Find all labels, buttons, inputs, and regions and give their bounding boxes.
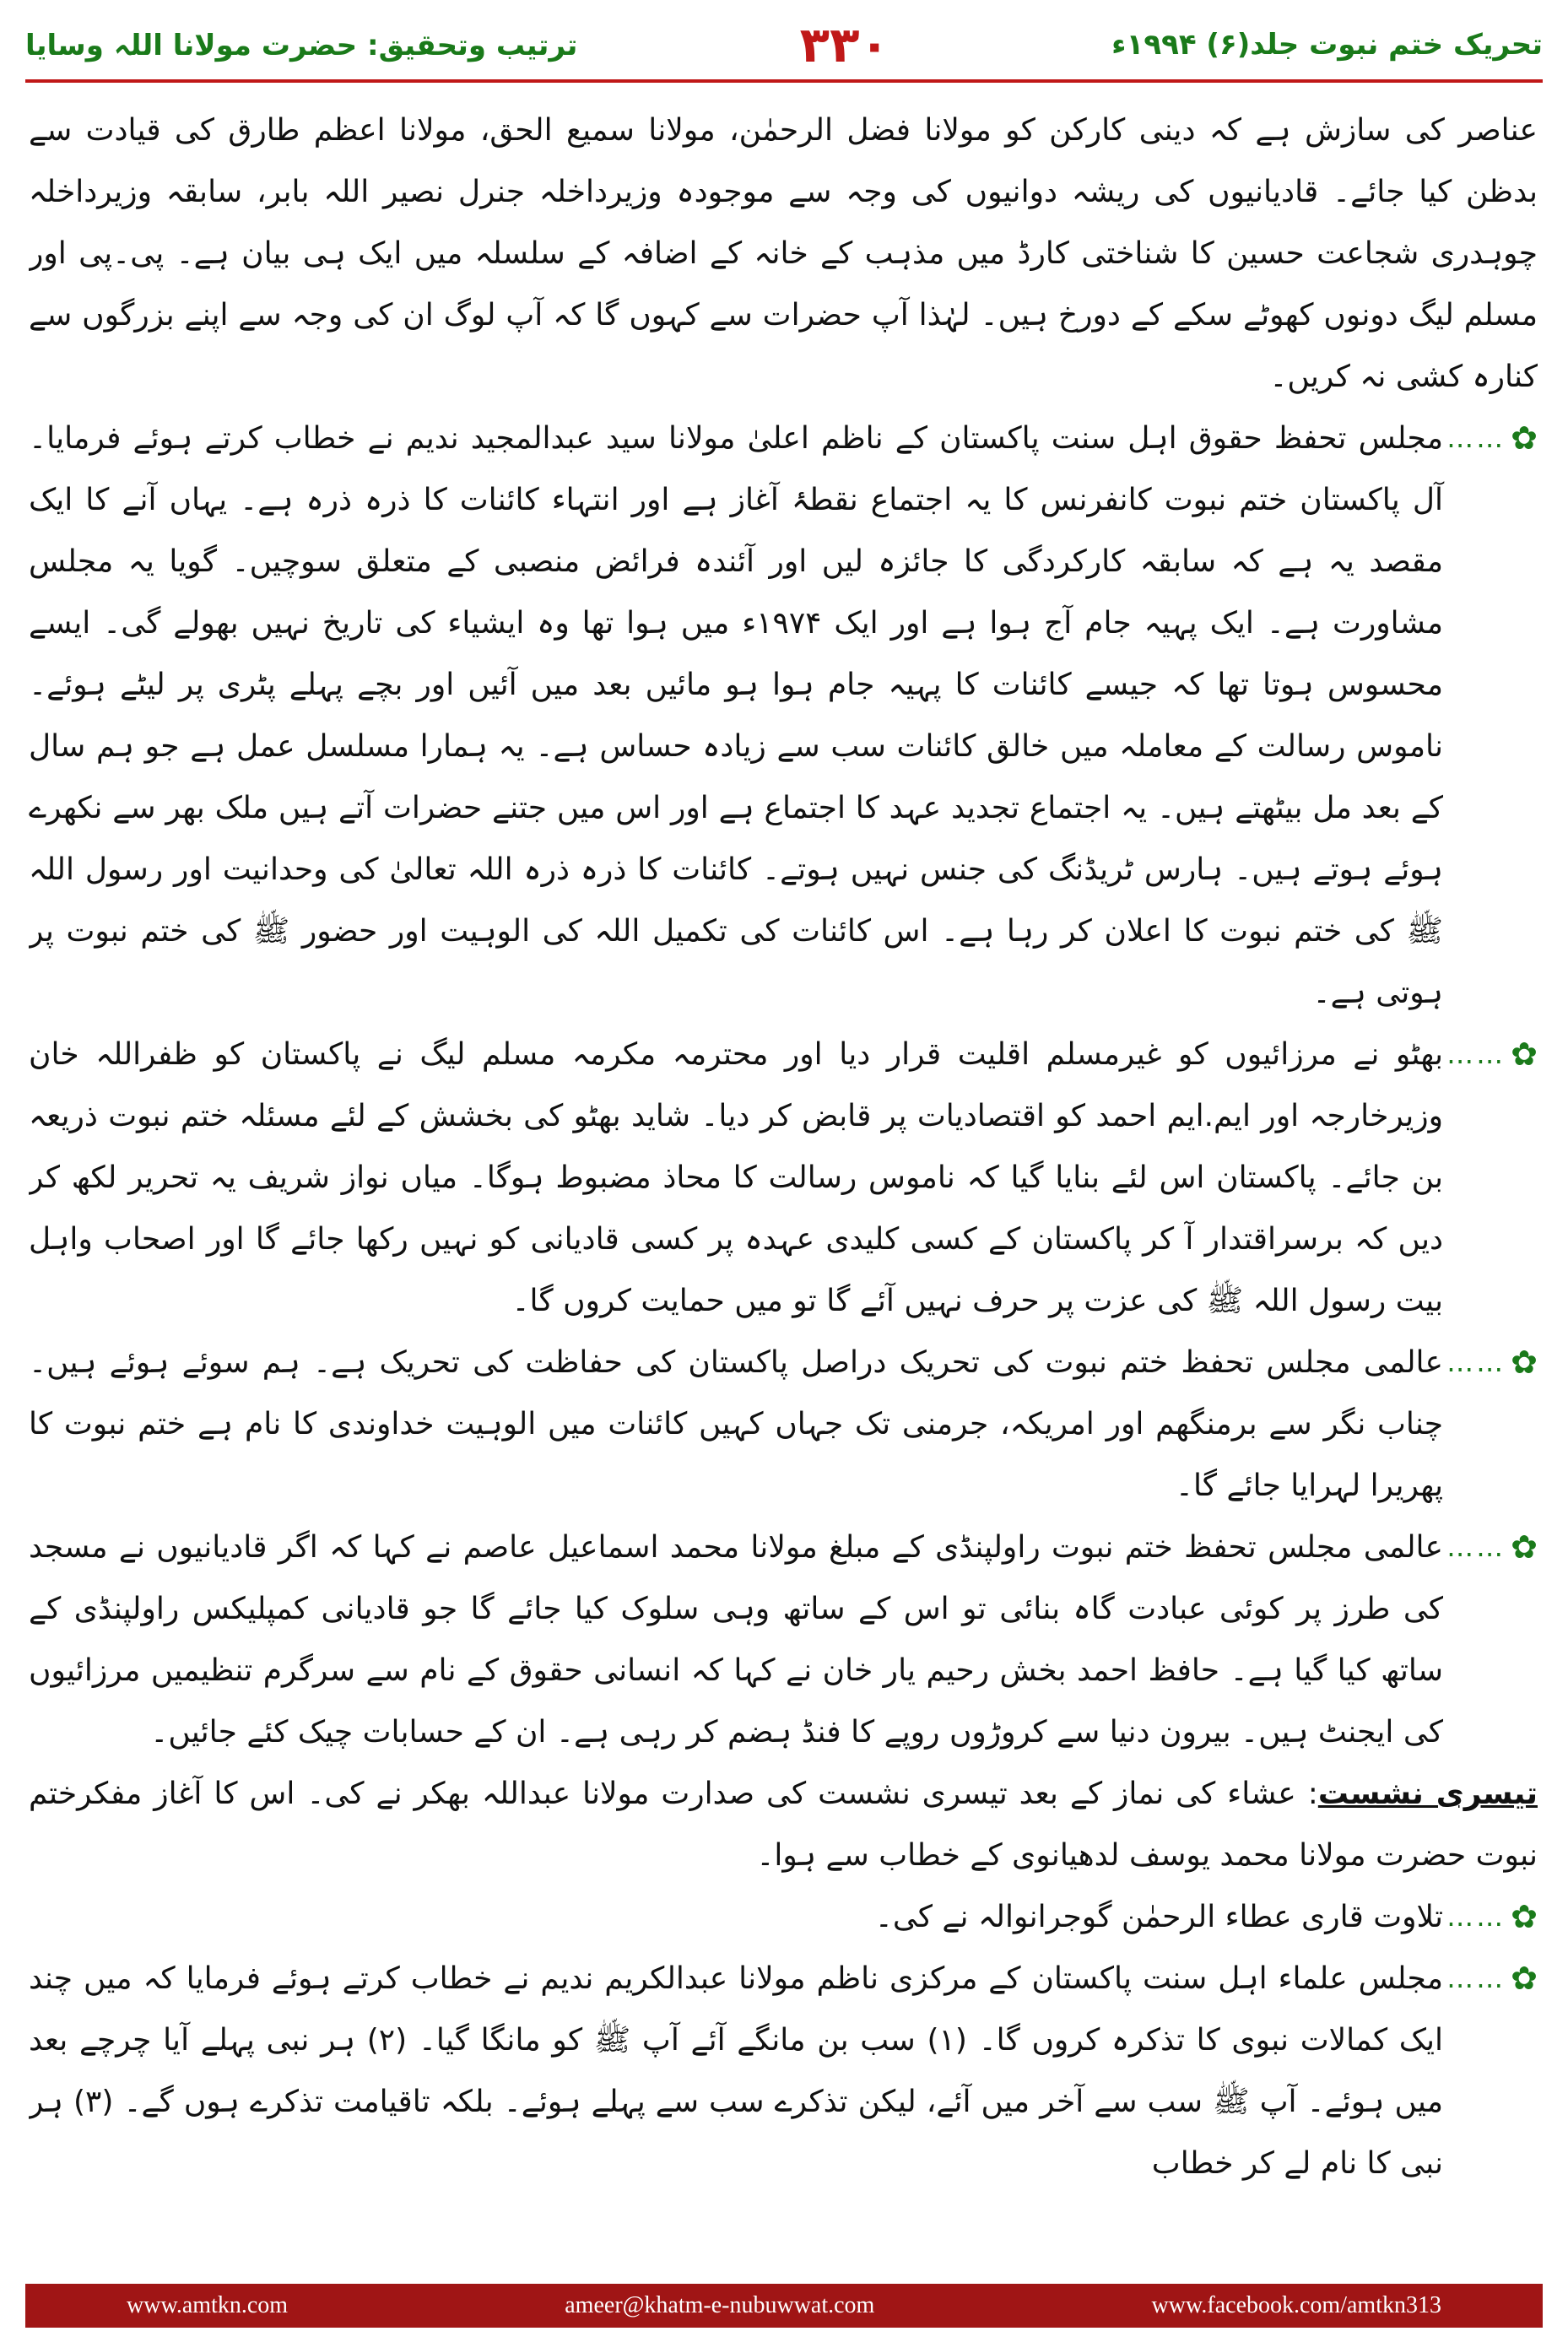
- page-number: ۳۳۰: [799, 16, 889, 73]
- dots-leader: ……: [1446, 1901, 1506, 1933]
- bullet-marker: [1446, 1332, 1538, 1393]
- flower-icon: ✿: [1511, 1036, 1538, 1073]
- bullet-marker: [1446, 1886, 1538, 1948]
- website-link[interactable]: www.amtkn.com: [127, 2292, 289, 2318]
- dots-leader: ……: [1446, 1346, 1506, 1378]
- page-footer: [25, 2284, 1543, 2328]
- section-text: : عشاء کی نماز کے بعد تیسری نشست کی صدارت مولانا عبداللہ بھکر نے کی۔ اس کا آغاز مفکرختم نبوت حضرت مولانا محمد یوسف لدھیانوی کے خطاب سے ہوا۔: [29, 1777, 1538, 1873]
- bullet-marker: [1446, 408, 1538, 469]
- flower-icon: ✿: [1511, 419, 1538, 457]
- bullet-paragraph: [29, 1886, 1538, 1948]
- bullet-paragraph: [29, 1024, 1538, 1332]
- page-header: [25, 15, 1543, 74]
- flower-icon: ✿: [1511, 1898, 1538, 1935]
- dots-leader: ……: [1446, 1962, 1506, 1994]
- paragraph: عناصر کی سازش ہے کہ دینی کارکن کو مولانا فضل الرحمٰن، مولانا سمیع الحق، مولانا اعظم طارق کی قیادت سے بدظن کیا جائے۔ قادیانیوں کی ریشہ دوانیوں کی وجہ سے موجودہ وزیرداخلہ جنرل نصیر اللہ بابر، سابقہ وزیرداخلہ چوہدری شجاعت حسین کا شناختی کارڈ میں مذہب کے خانہ کے اضافہ کے سلسلہ میں ایک ہی بیان ہے۔ پی۔پی اور مسلم لیگ دونوں کھوٹے سکے کے دورخ ہیں۔ لہٰذا آپ حضرات سے کہوں گا کہ آپ لوگ ان کی وجہ سے اپنے بزرگوں سے کنارہ کشی نہ کریں۔: [29, 113, 1538, 394]
- paragraph-text: تلاوت قاری عطاء الرحمٰن گوجرانوالہ نے کی۔: [874, 1900, 1443, 1934]
- email-link[interactable]: ameer@khatm-e-nubuwwat.com: [565, 2292, 875, 2318]
- flower-icon: ✿: [1511, 1528, 1538, 1566]
- section-heading: تیسری نشست: [1317, 1777, 1538, 1811]
- compiler-credit: ترتیب وتحقیق: حضرت مولانا اللہ وسایا: [25, 28, 578, 62]
- book-title: تحریک ختم نبوت جلد(۶) ۱۹۹۴ء: [1111, 28, 1543, 62]
- flower-icon: ✿: [1511, 1960, 1538, 1997]
- page-body: [29, 100, 1538, 2256]
- header-divider: [25, 79, 1543, 83]
- flower-icon: ✿: [1511, 1344, 1538, 1381]
- paragraph-text: عالمی مجلس تحفظ ختم نبوت کی تحریک دراصل پاکستان کی حفاظت کی تحریک ہے۔ ہم سوئے ہوئے ہیں۔ چناب نگر سے برمنگھم اور امریکہ، جرمنی تک جہاں کہیں کائنات میں الوہیت خداوندی کا نام ہے ختم نبوت کا پھریرا لہرایا جائے گا۔: [29, 1345, 1443, 1503]
- paragraph-text: مجلس تحفظ حقوق اہل سنت پاکستان کے ناظم اعلیٰ مولانا سید عبدالمجید ندیم نے خطاب کرتے ہوئے فرمایا۔ آل پاکستان ختم نبوت کانفرنس کا یہ اجتماع نقطۂ آغاز ہے اور انتہاء کائنات کا ذرہ ذرہ ہے۔ یہاں آنے کا ایک مقصد یہ ہے کہ سابقہ کارکردگی کا جائزہ لیں اور آئندہ فرائض منصبی کے متعلق سوچیں۔ گویا یہ مجلس مشاورت ہے۔ ایک پہیہ جام آج ہوا ہے اور ایک ۱۹۷۴ء میں ہوا تھا وہ ایشیاء کی تاریخ نہیں بھولے گی۔ ایسے محسوس ہوتا تھا کہ جیسے کائنات کا پہیہ جام ہوا ہو مائیں بعد میں آئیں اور بچے پہلے پٹری پر لیٹے ہوئے۔ ناموس رسالت کے معاملہ میں خالق کائنات سب سے زیادہ حساس ہے۔ یہ ہمارا مسلسل عمل ہے جو ہم سال کے بعد مل بیٹھتے ہیں۔ یہ اجتماع تجدید عہد کا اجتماع ہے اور اس میں جتنے حضرات آتے ہیں ملک بھر سے نکھرے ہوئے ہوتے ہیں۔ ہارس ٹریڈنگ کی جنس نہیں ہوتے۔ کائنات کا ذرہ ذرہ اللہ تعالیٰ کی وحدانیت اور رسول اللہ ﷺ کی ختم نبوت کا اعلان کر رہا ہے۔ اس کائنات کی تکمیل اللہ کی الوہیت اور حضور ﷺ کی ختم نبوت پر ہوتی ہے۔: [29, 421, 1444, 1010]
- paragraph-text: بھٹو نے مرزائیوں کو غیرمسلم اقلیت قرار دیا اور محترمہ مکرمہ مسلم لیگ نے پاکستان کو ظفراللہ خان وزیرخارجہ اور ایم.ایم احمد کو اقتصادیات پر قابض کر دیا۔ شاید بھٹو کی بخشش کے لئے مسئلہ ختم نبوت ذریعہ بن جائے۔ پاکستان اس لئے بنایا گیا کہ ناموس رسالت کا محاذ مضبوط ہوگا۔ میاں نواز شریف یہ تحریر لکھ کر دیں کہ برسراقتدار آ کر پاکستان کے کسی کلیدی عہدہ پر کسی قادیانی کو نہیں رکھا جائے گا اور اصحاب واہل بیت رسول اللہ ﷺ کی عزت پر حرف نہیں آئے گا تو میں حمایت کروں گا۔: [29, 1037, 1443, 1318]
- facebook-link[interactable]: www.facebook.com/amtkn313: [1151, 2292, 1441, 2318]
- bullet-marker: [1446, 1517, 1538, 1578]
- dots-leader: ……: [1446, 1531, 1506, 1563]
- paragraph-text: عالمی مجلس تحفظ ختم نبوت راولپنڈی کے مبلغ مولانا محمد اسماعیل عاصم نے کہا کہ اگر قادیانیوں نے مسجد کی طرز پر کوئی عبادت گاہ بنائی تو اس کے ساتھ وہی سلوک کیا جائے گا جو قادیانی کمپلیکس راولپنڈی کے ساتھ کیا گیا ہے۔ حافظ احمد بخش رحیم یار خان نے کہا کہ انسانی حقوق کے نام سے سرگرم تنظیمیں مرزائیوں کی ایجنٹ ہیں۔ بیرون دنیا سے کروڑوں روپے کا فنڈ ہضم کر رہی ہے۔ ان کے حسابات چیک کئے جائیں۔: [29, 1530, 1443, 1750]
- dots-leader: ……: [1446, 422, 1506, 454]
- bullet-paragraph: [29, 1948, 1538, 2194]
- bullet-paragraph: [29, 1517, 1538, 1763]
- section-paragraph: [29, 1763, 1538, 1886]
- paragraph-text: مجلس علماء اہل سنت پاکستان کے مرکزی ناظم مولانا عبدالکریم ندیم نے خطاب کرتے ہوئے فرمایا کہ میں چند ایک کمالات نبوی کا تذکرہ کروں گا۔ (۱) سب بن مانگے آئے آپ ﷺ کو مانگا گیا۔ (۲) ہر نبی پہلے آیا چرچے بعد میں ہوئے۔ آپ ﷺ سب سے آخر میں آئے، لیکن تذکرے سب سے پہلے ہوئے۔ بلکہ تاقیامت تذکرے ہوں گے۔ (۳) ہر نبی کا نام لے کر خطاب: [29, 1961, 1443, 2181]
- bullet-marker: [1446, 1948, 1538, 2009]
- bullet-marker: [1446, 1024, 1538, 1085]
- bullet-paragraph: [29, 1332, 1538, 1517]
- dots-leader: ……: [1446, 1038, 1506, 1070]
- bullet-paragraph: [29, 408, 1538, 1024]
